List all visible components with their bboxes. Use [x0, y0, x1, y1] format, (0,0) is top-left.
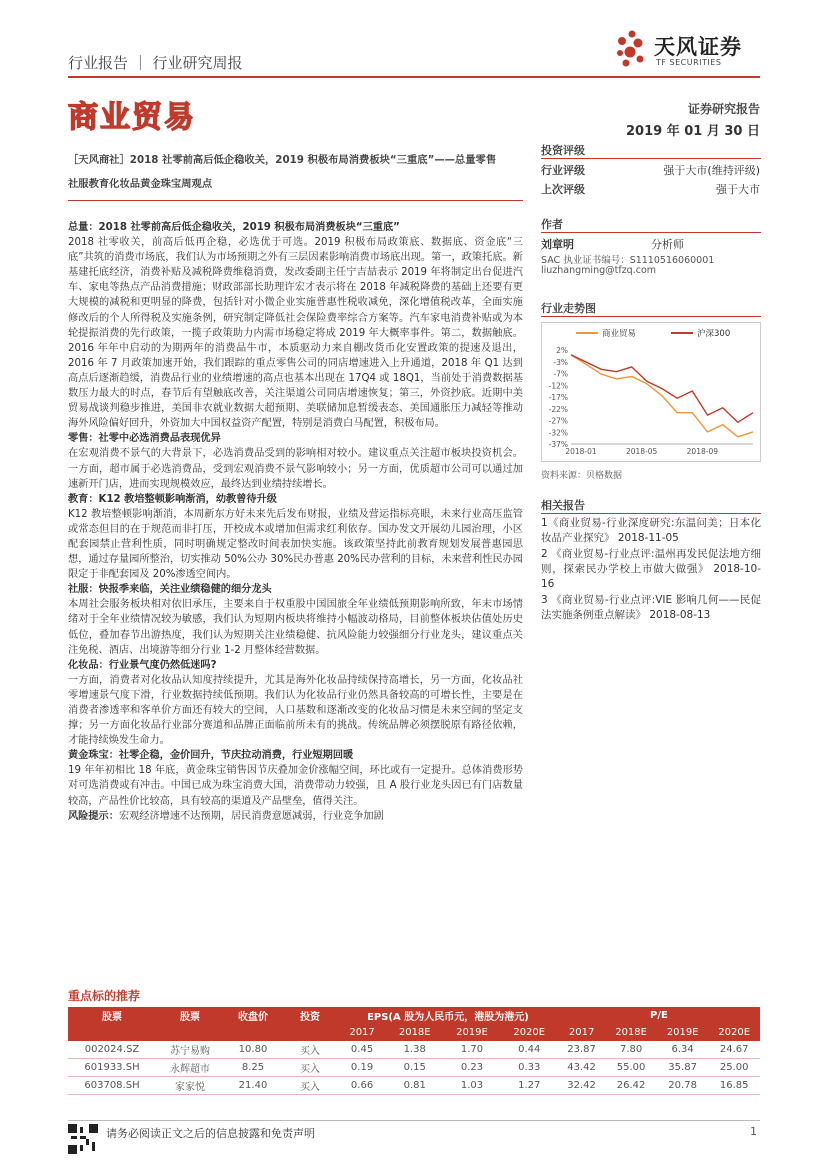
header-rule	[68, 76, 760, 78]
legend-label: 商业贸易	[602, 329, 637, 339]
footer-rule	[68, 1120, 760, 1121]
stock-val: 1.38	[386, 1041, 443, 1059]
stock-val: 0.23	[443, 1059, 500, 1077]
brand-logo	[612, 25, 762, 75]
headline-line-2: 社服教育化妆品黄金珠宝周观点	[68, 178, 213, 190]
previous-rating-label: 上次评级	[541, 183, 585, 196]
trend-section: 行业走势图	[541, 302, 596, 315]
author-cert: SAC 执业证书编号：S1110516060001	[541, 255, 715, 266]
stock-val: 23.87	[558, 1041, 605, 1059]
stocks-section: 重点标的推荐	[68, 989, 141, 1003]
stock-val: 0.81	[386, 1077, 443, 1095]
p7-head: 风险提示：	[68, 810, 119, 822]
headline-line-1: ［天风商社］2018 社零前高后低企稳收关，2019 积极布局消费板块“三重底”——总量零售	[68, 154, 497, 166]
page-number: 1	[750, 1125, 757, 1138]
y-tick-label: -22%	[548, 404, 568, 414]
sector-title: 商业贸易	[68, 100, 196, 135]
rating-rule	[541, 158, 761, 159]
chart-frame	[542, 323, 761, 462]
tf-logo-icon	[612, 29, 648, 69]
y-tick-label: -17%	[548, 393, 568, 402]
p6-head: 黄金珠宝：社零企稳，金价回升，节庆拉动消费，行业短期回暖	[68, 750, 354, 762]
stock-val: 26.42	[605, 1077, 657, 1095]
table-year-row	[68, 1024, 760, 1041]
table-row	[68, 1077, 760, 1095]
col-price: 收盘价	[224, 1007, 282, 1024]
trend-source: 资料来源：贝格数据	[541, 471, 623, 481]
stock-val: 55.00	[605, 1059, 657, 1077]
stock-val: 0.19	[338, 1059, 386, 1077]
year-label: 2018E	[605, 1024, 657, 1041]
stock-val: 43.42	[558, 1059, 605, 1077]
year-label: 2019E	[443, 1024, 500, 1041]
industry-rating-value: 强于大市(维持评级)	[663, 164, 760, 177]
stock-rating: 买入	[282, 1077, 338, 1095]
stock-price: 8.25	[224, 1059, 282, 1077]
stock-val: 7.80	[605, 1041, 657, 1059]
year-spacer	[156, 1024, 224, 1041]
col-code: 股票	[68, 1007, 156, 1024]
stock-val: 1.27	[501, 1077, 558, 1095]
report-date: 2019 年 01 月 30 日	[626, 124, 760, 139]
stock-val: 0.45	[338, 1041, 386, 1059]
stocks-table	[68, 1007, 760, 1095]
trend-rule	[541, 316, 761, 317]
year-label: 2020E	[708, 1024, 760, 1041]
year-spacer	[282, 1024, 338, 1041]
y-tick-label: -12%	[548, 381, 568, 391]
stock-name: 家家悦	[156, 1077, 224, 1095]
stock-code: 002024.SZ	[68, 1041, 156, 1059]
table-header-row	[68, 1007, 760, 1024]
footer-disclaimer: 请务必阅读正文之后的信息披露和免责声明	[106, 1127, 315, 1140]
stock-val: 0.66	[338, 1077, 386, 1095]
year-label: 2017	[338, 1024, 386, 1041]
p2: 在宏观消费不景气的大背景下，必选消费品受到的影响相对较小。建议重点关注超市板块投资机会。一方面，超市属于必选消费品，受到宏观消费不景气影响较小；另一方面，优质超市公司可以通过加速新开门店，进而实现规模效应，最终达到业绩持续增长。	[68, 448, 523, 490]
author-rule	[541, 232, 761, 233]
p4: 本周社会服务板块相对依旧承压，主要来自于权重股中国国旅全年业绩低预期影响所致，年末市场情绪对于全年业绩情况较为敏感，我们认为短期内板块将维持小幅波动格局，目前整体板块估值处历史低位，叠加春节出游热度，我们认为短期关注业绩稳健、抗风险能力较强细分行业龙头，建议重点关注免税、酒店、出境游等细分行业 1-2 月整体经营数据。	[68, 599, 523, 656]
p5: 一方面，消费者对化妆品认知度持续提升，尤其是海外化妆品持续保持高增长，另一方面，化妆品社零增速景气度下滑，行业数据持续低预期。我们认为化妆品行业仍然具备较高的可增长性，主要是在消费者渗透率和客单价方面还有较大的空间，人口基数和逐渐改变的化妆品习惯是未来空间的坚定支撑；另一方面化妆品行业部分赛道和品牌正面临前所未有的挑战。传统品牌必须摆脱原有路径依赖，才能持续焕发生命力。	[68, 674, 523, 747]
author-email[interactable]: liuzhangming@tfzq.com	[541, 265, 657, 276]
stock-val: 0.15	[386, 1059, 443, 1077]
stock-price: 10.80	[224, 1041, 282, 1059]
x-tick-label: 2018-05	[625, 447, 658, 456]
related-item[interactable]: 3 《商业贸易-行业点评:VIE 影响几何——民促法实施条例重点解读》 2018-08-13	[541, 594, 761, 621]
p1: 2018 社零收关，前高后低再企稳，必选优于可选。2019 积极布局政策底、数据底、资金底“三底”共筑的消费市场底，我们认为市场预期之外有三层因素影响消费市场底出现。第一，政策托底。新基建托底经济，消费补贴及减税降费维稳消费，发改委副主任宁吉喆表示 2019 年将制定出台促进汽车、家电等热点产品消费措施；财政部部长助理许宏才表示将在 2018 年减税降费的基础上还要有更大规模的减税和更明显的降费，包括针对小微企业实施普惠性税收减免，深化增值税改革，全面实施修改后的个人所得税及实施条例，研究制定降低社会保险费率综合方案等。汽车家电消费补贴或为本轮提振消费的先行政策，一揽子政策助力内需市场稳定将成 2019 年大概率事件。第二，数据触底。2016 年年中启动的为期两年的消费品牛市，本质驱动力来自棚改货币化安置政策的提速及退出，2016 年 7 月政策加速开始，我们跟踪的重点零售公司的同店增速进入上升通道，2018 年 Q1 达到高点后逐渐趋缓，消费品行业的业绩增速的高点也基本出现在 17Q4 或 18Q1，当前处于消费数据基数压力最大的时点，春节后有望触底改善，关注渠道公司同店增速恢复；第三，外资抄底。近期中美贸易战谈判稳步推进，美国非农就业数据大超预期、美联储加息暂缓表态、美国通胀压力减轻等推动海外风险偏好回升，外资加大中国权益资产配置，特别是消费白马配置，积极布局。	[68, 237, 523, 430]
brand-cn: 天风证券	[654, 35, 742, 59]
table-row	[68, 1041, 760, 1059]
stock-rating: 买入	[282, 1041, 338, 1059]
author-role: 分析师	[651, 238, 684, 251]
related-item[interactable]: 1《商业贸易-行业深度研究:东温问美；日本化妆品产业探究》 2018-11-05	[541, 517, 761, 544]
y-tick-label: 2%	[556, 346, 568, 355]
related-rule	[541, 513, 761, 514]
p7: 宏观经济增速不达预期，居民消费意愿减弱，行业竞争加剧	[118, 810, 384, 822]
table-row	[68, 1059, 760, 1077]
y-tick-label: -37%	[548, 440, 568, 449]
stock-val: 32.42	[558, 1077, 605, 1095]
stock-name: 苏宁易购	[156, 1041, 224, 1059]
brand-en: TF SECURITIES	[656, 58, 722, 67]
previous-rating-value: 强于大市	[716, 183, 760, 196]
y-tick-label: -27%	[548, 416, 568, 426]
qr-code-icon	[68, 1124, 98, 1154]
year-spacer	[68, 1024, 156, 1041]
author-name: 刘章明	[541, 238, 574, 251]
p6: 19 年年初相比 18 年底，黄金珠宝销售因节庆叠加金价涨幅空间，环比或有一定提升。总体消费形势对可选消费或有冲击。中国已成为珠宝消费大国，消费带动力较强，且 A 股行业龙头因已有门店数量较高，产品性价比较高，具有较高的渠道及产品壁垒，值得关注。	[68, 765, 523, 807]
col-name: 股票	[156, 1007, 224, 1024]
year-label: 2020E	[501, 1024, 558, 1041]
p1-head: 总量：2018 社零前高后低企稳收关，2019 积极布局消费板块“三重底”	[68, 222, 400, 233]
y-tick-label: -7%	[553, 369, 568, 379]
col-pe: P/E	[558, 1007, 760, 1024]
report-label: 证券研究报告	[687, 102, 760, 116]
stock-val: 35.87	[657, 1059, 709, 1077]
p5-head: 化妆品：行业景气度仍然低迷吗?	[68, 659, 217, 671]
stock-val: 1.70	[443, 1041, 500, 1059]
stock-val: 20.78	[657, 1077, 709, 1095]
related-list	[541, 516, 761, 624]
headline	[68, 148, 523, 196]
p3-head: 教育：K12 教培整顿影响渐消，幼教曾待升级	[68, 493, 277, 505]
stock-val: 0.33	[501, 1059, 558, 1077]
col-rating: 投资	[282, 1007, 338, 1024]
stock-val: 25.00	[708, 1059, 760, 1077]
rating-section: 投资评级	[541, 144, 585, 157]
stock-val: 6.34	[657, 1041, 709, 1059]
y-tick-label: -3%	[553, 357, 568, 367]
stock-code: 603708.SH	[68, 1077, 156, 1095]
stock-val: 16.85	[708, 1077, 760, 1095]
year-label: 2018E	[386, 1024, 443, 1041]
author-section: 作者	[541, 218, 563, 231]
p4-head: 社服：快报季来临，关注业绩稳健的细分龙头	[68, 584, 272, 596]
related-item[interactable]: 2 《商业贸易-行业点评:温州再发民促法地方细则，探索民办学校上市做大做强》 2018-10-16	[541, 548, 761, 590]
year-label: 2017	[558, 1024, 605, 1041]
trend-chart	[541, 322, 761, 462]
stock-price: 21.40	[224, 1077, 282, 1095]
stock-val: 0.44	[501, 1041, 558, 1059]
stock-val: 24.67	[708, 1041, 760, 1059]
headline-rule	[68, 200, 523, 201]
x-tick-label: 2018-01	[565, 447, 597, 456]
industry-rating-label: 行业评级	[541, 164, 585, 177]
stock-code: 601933.SH	[68, 1059, 156, 1077]
x-tick-label: 2018-09	[686, 447, 719, 456]
y-tick-label: -32%	[548, 428, 568, 438]
stock-rating: 买入	[282, 1059, 338, 1077]
p3: K12 教培整顿影响渐消，本周新东方好未来先后发布财报，业绩及营运指标亮眼，未来行业高压监管或常态但目的在于规范而非打压，开校成本或增加但需求红利依存。国办发文开展幼儿园治理，小区配套园禁止营利性质，同时明确规定整改时间表加快实施。该政策坚持此前教育规划发展普惠园思想，通过存量园所整治，切实推动 50%公办 30%民办普惠 20%民办营利的目标，未来营利性民办园限定于非配套园及 20%渗透空间内。	[68, 508, 523, 581]
body-text	[68, 220, 523, 824]
stock-name: 永辉超市	[156, 1059, 224, 1077]
legend-label: 沪深300	[697, 329, 731, 339]
year-label: 2019E	[657, 1024, 709, 1041]
report-type: 行业报告 ｜ 行业研究周报	[68, 54, 243, 72]
stock-val: 1.03	[443, 1077, 500, 1095]
year-spacer	[224, 1024, 282, 1041]
col-eps: EPS(A 股为人民币元，港股为港元)	[338, 1007, 558, 1024]
p2-head: 零售：社零中必选消费品表现优异	[68, 433, 221, 445]
related-section: 相关报告	[541, 499, 585, 512]
